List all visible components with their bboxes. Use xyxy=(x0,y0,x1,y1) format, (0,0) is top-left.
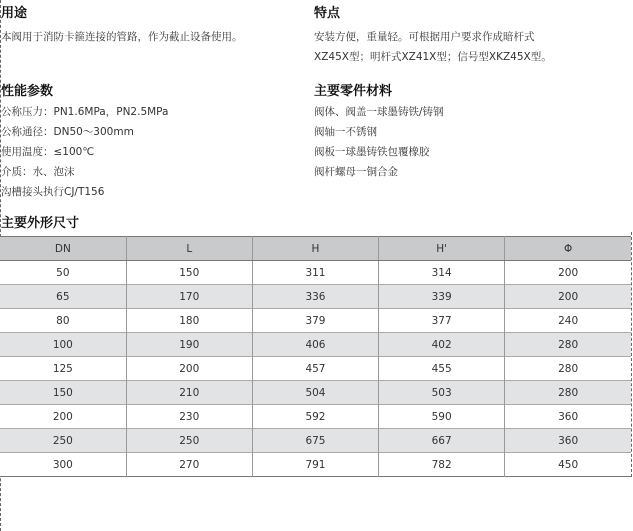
cell-phi: 450 xyxy=(505,453,631,477)
cell-dn: 250 xyxy=(0,429,126,453)
parts-body-material: 阀体、阀盖一球墨铸铁/铸钢 xyxy=(314,106,444,118)
cell-l: 250 xyxy=(126,429,252,453)
cell-h: 406 xyxy=(252,333,378,357)
cell-phi: 280 xyxy=(505,357,631,381)
cell-h: 592 xyxy=(252,405,378,429)
table-header-row xyxy=(0,237,631,261)
cell-phi: 240 xyxy=(505,309,631,333)
features-section xyxy=(314,6,552,67)
column-header-h: H xyxy=(252,237,378,261)
cell-dn: 300 xyxy=(0,453,126,477)
cell-phi: 200 xyxy=(505,261,631,285)
table-row xyxy=(0,405,631,429)
cell-phi: 360 xyxy=(505,405,631,429)
column-header-dn: DN xyxy=(0,237,126,261)
performance-heading: 性能参数 xyxy=(1,84,54,99)
performance-medium: 介质：水、泡沫 xyxy=(1,166,75,178)
dimensions-table-body xyxy=(0,261,631,477)
usage-heading: 用途 xyxy=(1,6,28,21)
cell-phi: 200 xyxy=(505,285,631,309)
cell-dn: 65 xyxy=(0,285,126,309)
table-row xyxy=(0,309,631,333)
cell-h: 457 xyxy=(252,357,378,381)
table-row xyxy=(0,453,631,477)
cell-dn: 150 xyxy=(0,381,126,405)
cell-h-prime: 667 xyxy=(379,429,505,453)
cell-l: 150 xyxy=(126,261,252,285)
features-heading: 特点 xyxy=(314,6,341,21)
cell-l: 210 xyxy=(126,381,252,405)
table-row xyxy=(0,381,631,405)
cell-l: 170 xyxy=(126,285,252,309)
cell-h-prime: 314 xyxy=(379,261,505,285)
cell-l: 190 xyxy=(126,333,252,357)
usage-section xyxy=(1,6,243,47)
performance-pressure: 公称压力：PN1.6MPa，PN2.5MPa xyxy=(1,106,169,118)
cell-dn: 200 xyxy=(0,405,126,429)
cell-h: 675 xyxy=(252,429,378,453)
parts-shaft-material: 阀轴一不锈钢 xyxy=(314,126,377,138)
cell-dn: 50 xyxy=(0,261,126,285)
usage-text: 本阀用于消防卡箍连接的管路，作为截止设备使用。 xyxy=(1,31,243,43)
parts-section xyxy=(314,84,444,182)
cell-h: 336 xyxy=(252,285,378,309)
dimensions-table xyxy=(0,236,631,477)
cell-h-prime: 590 xyxy=(379,405,505,429)
table-row xyxy=(0,429,631,453)
cell-l: 230 xyxy=(126,405,252,429)
cell-h-prime: 503 xyxy=(379,381,505,405)
cell-h-prime: 377 xyxy=(379,309,505,333)
cell-dn: 125 xyxy=(0,357,126,381)
performance-standard: 沟槽接头执行CJ/T156 xyxy=(1,186,105,198)
cell-dn: 100 xyxy=(0,333,126,357)
performance-temperature: 使用温度：≤100℃ xyxy=(1,146,95,158)
parts-heading: 主要零件材料 xyxy=(314,84,393,99)
column-header-l: L xyxy=(126,237,252,261)
table-row xyxy=(0,357,631,381)
cell-h: 379 xyxy=(252,309,378,333)
cell-h: 791 xyxy=(252,453,378,477)
right-dashed-border xyxy=(631,232,632,477)
cell-phi: 280 xyxy=(505,381,631,405)
performance-diameter: 公称通径：DN50～300mm xyxy=(1,126,134,138)
cell-h-prime: 455 xyxy=(379,357,505,381)
cell-phi: 360 xyxy=(505,429,631,453)
cell-phi: 280 xyxy=(505,333,631,357)
performance-section xyxy=(1,84,168,202)
table-row xyxy=(0,285,631,309)
table-row xyxy=(0,333,631,357)
column-header-h-prime: H' xyxy=(379,237,505,261)
table-row xyxy=(0,261,631,285)
cell-l: 270 xyxy=(126,453,252,477)
parts-disc-material: 阀板一球墨铸铁包覆橡胶 xyxy=(314,146,430,158)
column-header-phi: Φ xyxy=(505,237,631,261)
cell-l: 180 xyxy=(126,309,252,333)
parts-nut-material: 阀杆螺母一铜合金 xyxy=(314,166,398,178)
dimensions-heading: 主要外形尺寸 xyxy=(1,216,80,231)
cell-h-prime: 339 xyxy=(379,285,505,309)
cell-h: 504 xyxy=(252,381,378,405)
cell-h-prime: 782 xyxy=(379,453,505,477)
cell-h: 311 xyxy=(252,261,378,285)
cell-l: 200 xyxy=(126,357,252,381)
cell-h-prime: 402 xyxy=(379,333,505,357)
cell-dn: 80 xyxy=(0,309,126,333)
features-line: 安装方便，重量轻。可根据用户要求作成暗杆式 xyxy=(314,31,535,43)
features-line: XZ45X型；明杆式XZ41X型；信号型XKZ45X型。 xyxy=(314,51,552,63)
